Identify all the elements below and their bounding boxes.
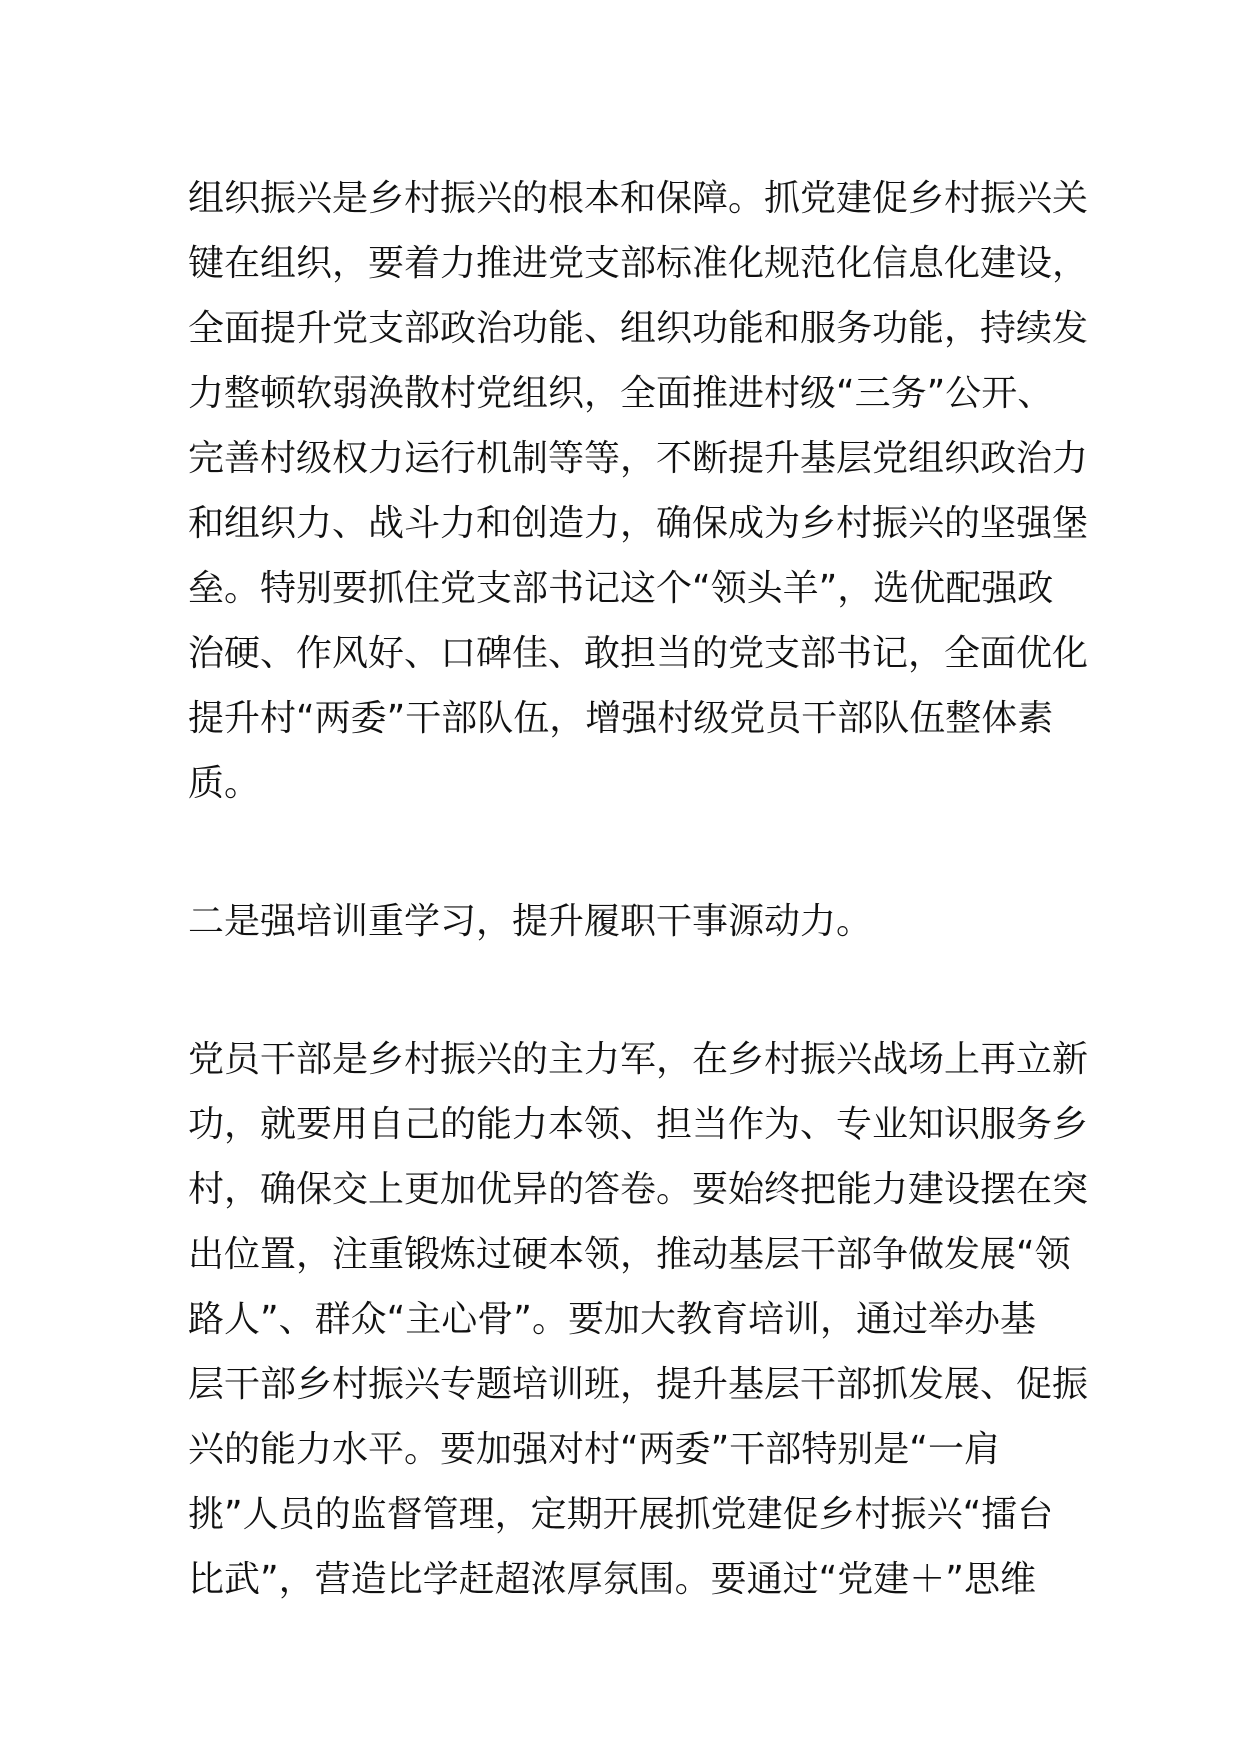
text-line: 治硬、作风好、口碑佳、敢担当的党支部书记，全面优化 — [188, 633, 1089, 674]
text-line: 全面提升党支部政治功能、组织功能和服务功能，持续发 — [188, 308, 1089, 349]
text-line: 路人”、群众“主心骨”。要加大教育培训，通过举办基 — [188, 1299, 1036, 1340]
text-line: 提升村“两委”干部队伍，增强村级党员干部队伍整体素 — [188, 698, 1054, 739]
heading-line: 二是强培训重学习，提升履职干事源动力。 — [188, 901, 873, 942]
section-heading-training — [188, 889, 1056, 954]
text-line: 完善村级权力运行机制等等，不断提升基层党组织政治力 — [188, 438, 1089, 479]
text-line: 挑”人员的监督管理，定期开展抓党建促乡村振兴“擂台 — [188, 1494, 1054, 1535]
paragraph-party-cadres — [188, 1027, 1089, 1612]
text-line: 质。 — [188, 763, 261, 804]
paragraph-spacer — [188, 954, 1056, 1027]
text-line: 和组织力、战斗力和创造力，确保成为乡村振兴的坚强堡 — [188, 503, 1089, 544]
text-line: 出位置，注重锻炼过硬本领，推动基层干部争做发展“领 — [188, 1234, 1071, 1275]
text-line: 功，就要用自己的能力本领、担当作为、专业知识服务乡 — [188, 1104, 1089, 1145]
paragraph-spacer — [188, 816, 1056, 889]
document-body — [188, 166, 1089, 1612]
text-line: 组织振兴是乡村振兴的根本和保障。抓党建促乡村振兴关 — [188, 178, 1089, 219]
text-line: 层干部乡村振兴专题培训班，提升基层干部抓发展、促振 — [188, 1364, 1089, 1405]
text-line: 党员干部是乡村振兴的主力军，在乡村振兴战场上再立新 — [188, 1039, 1089, 1080]
text-line: 比武”，营造比学赶超浓厚氛围。要通过“党建＋”思维 — [188, 1559, 1036, 1600]
text-line: 垒。特别要抓住党支部书记这个“领头羊”，选优配强政 — [188, 568, 1054, 609]
text-line: 村，确保交上更加优异的答卷。要始终把能力建设摆在突 — [188, 1169, 1089, 1210]
text-line: 兴的能力水平。要加强对村“两委”干部特别是“一肩 — [188, 1429, 1000, 1470]
paragraph-organizational-revitalization — [188, 166, 1089, 816]
text-line: 力整顿软弱涣散村党组织，全面推进村级“三务”公开、 — [188, 373, 1054, 414]
text-line: 键在组织，要着力推进党支部标准化规范化信息化建设， — [188, 243, 1089, 284]
